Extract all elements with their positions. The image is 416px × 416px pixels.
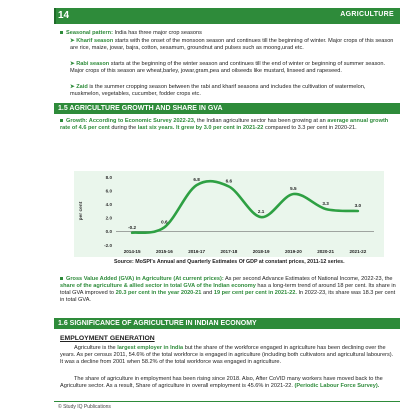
zaid-item: ➤ Zaid is the summer cropping season between the rabi and kharif seasons and includes the cultivation of watermelon, muskmelon, vegetables, cucumber, fodder crops etc. xyxy=(70,84,366,98)
bullet-icon xyxy=(60,119,63,122)
rabi-label: Rabi season xyxy=(76,61,110,67)
rabi-text: starts at the beginning of the winter season and continues till the end of winter or beginning of summer season. Major crops of this season are wheat,barley, jowar,gram,pea and oilseeds like mustard, linseed and rapeseed. xyxy=(70,61,386,75)
x-tick-label: 2014-15 xyxy=(123,249,141,254)
y-axis-label: per cent xyxy=(79,201,84,221)
growth-chart xyxy=(74,171,384,257)
data-label: 6.6 xyxy=(225,178,233,184)
y-tick-label: 6.0 xyxy=(105,188,112,194)
zaid-label: Zaid xyxy=(76,84,88,90)
x-tick-label: 2015-16 xyxy=(155,249,173,254)
bullet-icon xyxy=(60,31,63,34)
y-tick-label: -2.0 xyxy=(104,242,112,248)
header-accent xyxy=(54,8,56,24)
page-number: 14 xyxy=(58,10,70,21)
x-tick-label: 2020-21 xyxy=(317,249,335,254)
growth-paragraph: Growth: According to Economic Survey 2022-23, the Indian agriculture sector has been growing at an average annual growth rate of 4.6 per cent during the last six years. It grew by 3.0 per cent in 2021-22 compared to 3.3 per cent in 2020-21. xyxy=(60,118,389,132)
employment-heading: EMPLOYMENT GENERATION xyxy=(60,335,155,342)
employment-paragraph-1: Agriculture is the largest employer in India but the share of the workforce engaged in agriculture has been declining over the years. As per census 2011, 54.6% of the total workforce is engaged in agriculture (including both cultivators and agricultural labourers). It was a decline from 2001 when 58.2% of the total workforce was engaged in agriculture. xyxy=(60,345,394,366)
seasonal-label: Seasonal pattern: xyxy=(66,30,113,36)
y-tick-label: 2.0 xyxy=(105,215,112,221)
footer-rule xyxy=(54,401,400,402)
data-label: -0.2 xyxy=(128,224,137,230)
seasonal-pattern xyxy=(60,30,396,37)
kharif-item: ➤ Kharif season starts with the onset of the monsoon season and continues till the beginning of winter. Major crops of this season are rice, maize, jowar, bajra, cotton, sesamum, groundnut and pulses such as moong,urad etc. xyxy=(70,38,394,52)
x-tick-label: 2018-19 xyxy=(252,249,270,254)
data-label: 0.6 xyxy=(161,219,168,225)
x-tick-label: 2021-22 xyxy=(349,249,367,254)
chart-source: Source: MoSPI's Annual and Quarterly Estimates Of GDP at constant prices, 2011-12 series. xyxy=(114,259,345,265)
employment-paragraph-2: The share of agriculture in employment has been rising since 2018. Also, After CoVID many workers have moved back to the Agriculture sector. As a result, Share of agriculture in overall employment is 45.6% in 2021-22. (Periodic Labour Force Survey). xyxy=(60,376,383,390)
footer-text: © Study IQ Publications xyxy=(58,404,111,410)
x-tick-label: 2019-20 xyxy=(284,249,302,254)
page-header xyxy=(54,8,400,24)
y-tick-label: 4.0 xyxy=(105,202,112,207)
section-1-6-heading: 1.6 SIGNIFICANCE OF AGRICULTURE IN INDIAN ECONOMY xyxy=(54,318,400,329)
chapter-title: AGRICULTURE xyxy=(340,11,394,18)
data-label: 6.8 xyxy=(193,177,200,183)
seasonal-intro: India has three major crop seasons xyxy=(114,30,202,36)
y-tick-label: 8.0 xyxy=(105,174,112,180)
y-tick-label: 0.0 xyxy=(105,229,112,235)
data-label: 3.0 xyxy=(354,203,362,208)
x-tick-label: 2017-18 xyxy=(220,249,238,254)
data-label: 5.5 xyxy=(290,186,297,191)
rabi-item: ➤ Rabi season starts at the beginning of the winter season and continues till the end of winter or beginning of summer season. Major crops of this season are wheat,barley, jowar,gram,pea and oilseeds like mustard, linseed and rapeseed. xyxy=(70,61,386,75)
x-tick-label: 2016-17 xyxy=(188,249,206,254)
zaid-text: is the summer cropping season between the rabi and kharif seasons and includes the cultivation of watermelon, muskmelon, vegetables, cucumber, fodder crops etc. xyxy=(70,84,366,98)
data-label: 3.3 xyxy=(322,200,329,206)
kharif-text: starts with the onset of the monsoon season and continues till the beginning of winter. Major crops of this season are rice, maize, jowar, bajra, cotton, sesamum, groundnut and pulses such as moong,urad etc. xyxy=(70,38,394,52)
document-page xyxy=(54,8,400,408)
bullet-icon xyxy=(60,277,63,280)
growth-line-chart xyxy=(74,171,384,257)
data-label: 2.1 xyxy=(257,209,265,215)
kharif-label: Kharif season xyxy=(76,38,114,44)
section-1-5-heading: 1.5 AGRICULTURE GROWTH AND SHARE IN GVA xyxy=(54,103,400,114)
gva-paragraph: Gross Value Added (GVA) in Agriculture (At current prices): As per second Advance Estimates of National Income, 2022-23, the share of the agriculture & allied sector in total GVA of the Indian economy has a long-term trend of around 18 per cent. Its share in total GVA improved to 20.3 per cent in the year 2020-21 and 19 per cent per cent in 2021-22. In 2022-23, its share was 18.3 per cent in total GVA. xyxy=(60,276,396,304)
